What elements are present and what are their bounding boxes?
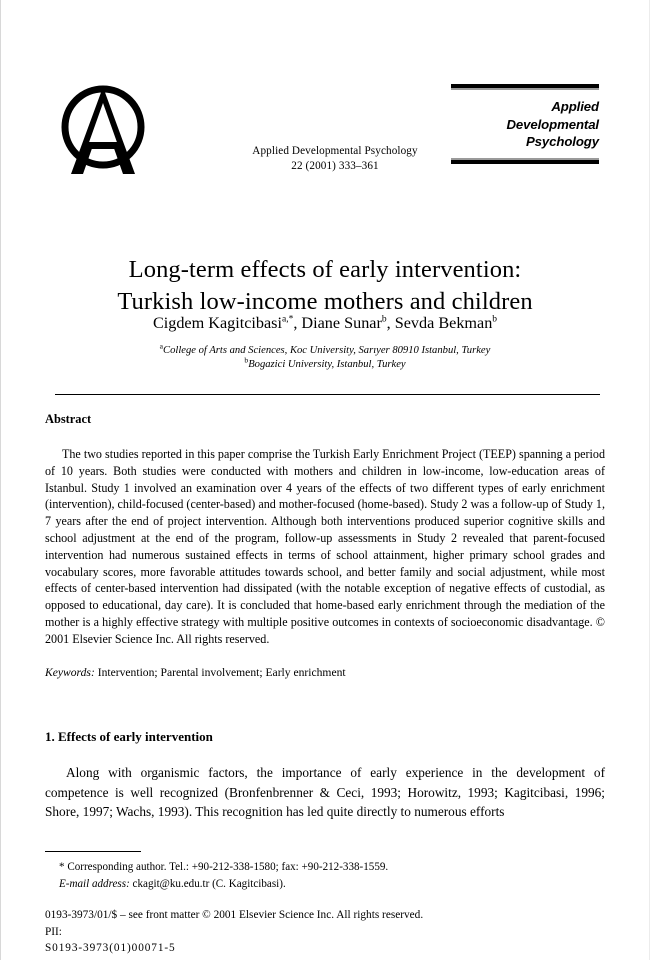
abstract-body: The two studies reported in this paper comprise the Turkish Early Enrichment Project (TEEP) spanning a period of 10 years. Both studies were conducted with mothers and children in low-income, low-education areas of Istanbul. Study 1 involved an examination over 4 years of the effects of two different types of early enrichment (intervention), child-focused (center-based) and mother-focused (home-based). Study 2 was a follow-up of Study 1, 7 years after the end of project intervention. Although both interventions produced superior cognitive skills and school adjustment at the end of the program, follow-up assessments in Study 2 revealed that parent-focused intervention had numerous sustained effects in terms of school attainment, higher primary school grades and vocabulary scores, more favorable attitudes towards school, and better family and social adjustment, while most effects of center-based intervention had dissipated (with the notable exception of negative effects of custodial, as opposed to educational, day care). It is concluded that home-based early enrichment through the mediation of the mother is a highly effective strategy with multiple positive outcomes in contexts of socioeconomic disadvantage. © 2001 Elsevier Science Inc. All rights reserved. bbox=[45, 447, 605, 646]
imprint-pii-code: S0193-3973(01)00071-5 bbox=[45, 942, 176, 954]
section-1-heading: 1. Effects of early intervention bbox=[45, 729, 213, 744]
footnote-email-value: ckagit@ku.edu.tr (C. Kagitcibasi). bbox=[129, 877, 286, 890]
masthead-rule-bottom bbox=[451, 158, 599, 164]
affiliation-a-text: College of Arts and Sciences, Koc University, Sarıyer 80910 Istanbul, Turkey bbox=[163, 345, 491, 356]
imprint-block bbox=[45, 907, 605, 957]
affiliation-a-marker: a bbox=[159, 341, 164, 351]
affiliation-b bbox=[45, 355, 605, 372]
imprint-pii bbox=[45, 924, 605, 957]
author-list: Cigdem Kagitcibasi$^{a,*}$, Diane Sunar$^b$, Sevda Bekman$^b$ bbox=[152, 314, 498, 332]
journal-name: Applied Developmental Psychology bbox=[252, 145, 418, 157]
footnote-corresponding-author: * Corresponding author. Tel.: +90-212-338-1580; fax: +90-212-338-1559. bbox=[59, 861, 389, 873]
affiliation-b-text: Bogazici University, Istanbul, Turkey bbox=[248, 358, 406, 370]
keywords-value: Intervention; Parental involvement; Early enrichment bbox=[97, 666, 346, 679]
affiliation-b-marker: b bbox=[244, 355, 249, 365]
article-title bbox=[45, 254, 605, 318]
masthead-title bbox=[451, 98, 599, 151]
affiliation-list bbox=[45, 341, 605, 371]
keywords bbox=[45, 665, 605, 680]
imprint-pii-label: PII: bbox=[45, 925, 62, 938]
keywords-label: Keywords: bbox=[45, 666, 95, 679]
affiliation-a bbox=[45, 341, 605, 358]
masthead-line-3: Psychology bbox=[525, 134, 599, 149]
footnote-email bbox=[45, 876, 605, 893]
page-header bbox=[45, 78, 605, 193]
title-divider-rule bbox=[55, 394, 600, 395]
footnote-block bbox=[45, 859, 605, 892]
circle-a-logo-icon bbox=[57, 82, 149, 178]
masthead-line-1: Applied bbox=[551, 99, 599, 114]
masthead-line-2: Developmental bbox=[506, 116, 599, 132]
footnote-email-label: E-mail address: bbox=[59, 877, 130, 890]
masthead-rule-top bbox=[451, 84, 599, 90]
journal-masthead bbox=[451, 84, 599, 164]
abstract-heading: Abstract bbox=[45, 412, 92, 426]
journal-reference bbox=[185, 144, 485, 173]
journal-volume-pages: 22 (2001) 333–361 bbox=[291, 159, 379, 172]
article-title-line-2: Turkish low-income mothers and children bbox=[117, 288, 533, 316]
article-title-line-1: Long-term effects of early intervention: bbox=[128, 256, 522, 284]
section-1-paragraph: Along with organismic factors, the importance of early experience in the development of competence is well recognized (Bronfenbrenner & Ceci, 1993; Horowitz, 1993; Kagitcibasi, 1996; Shore, 1997; Wachs, 1993). This recognition has led quite directly to numerous efforts bbox=[45, 765, 605, 820]
footnote-divider-rule bbox=[45, 851, 141, 852]
imprint-front-matter: 0193-3973/01/$ – see front matter © 2001 Elsevier Science Inc. All rights reserved. bbox=[45, 909, 424, 921]
